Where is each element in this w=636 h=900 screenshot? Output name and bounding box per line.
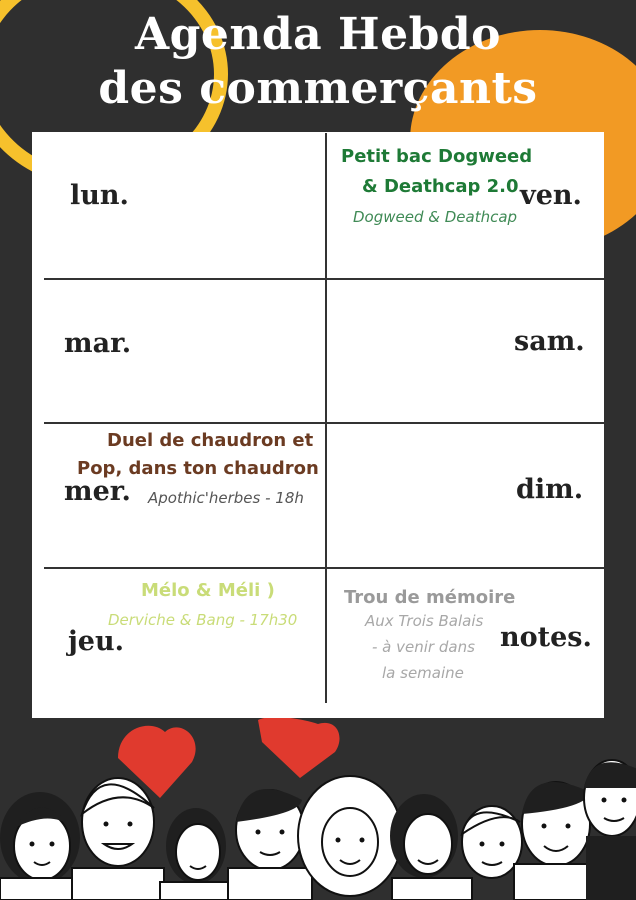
day-label-mar: mar. xyxy=(64,328,132,359)
day-label-mer: mer. xyxy=(64,476,131,507)
title-line-2: des commerçants xyxy=(98,63,538,114)
poster-title xyxy=(0,8,636,116)
event-mer-subtitle: Apothic'herbes - 18h xyxy=(148,489,304,507)
event-ven-title-line-1: Petit bac Dogweed xyxy=(341,146,533,167)
people-illustration xyxy=(0,718,636,900)
event-ven-title-line-2: & Deathcap 2.0 xyxy=(362,176,519,197)
row-divider xyxy=(44,422,604,424)
title-line-1: Agenda Hebdo xyxy=(135,9,501,60)
notes-line-3: la semaine xyxy=(382,664,464,682)
day-label-lun: lun. xyxy=(70,180,129,211)
column-divider xyxy=(325,133,327,703)
person-5 xyxy=(298,776,402,896)
event-mer-title-line-1: Duel de chaudron et xyxy=(107,430,314,451)
event-ven-subtitle: Dogweed & Deathcap xyxy=(353,208,518,226)
notes-line-2: - à venir dans xyxy=(372,638,475,656)
day-label-dim: dim. xyxy=(516,474,584,505)
day-label-jeu: jeu. xyxy=(68,626,124,657)
notes-title: Trou de mémoire xyxy=(344,587,516,608)
notes-line-1: Aux Trois Balais xyxy=(365,612,484,630)
row-divider xyxy=(44,567,604,569)
row-divider xyxy=(44,278,604,280)
event-mer-title-line-2: Pop, dans ton chaudron xyxy=(77,458,319,479)
day-label-sam: sam. xyxy=(514,326,585,357)
event-jeu-subtitle: Derviche & Bang - 17h30 xyxy=(108,611,298,629)
day-label-ven: ven. xyxy=(520,180,582,211)
event-jeu-title: Mélo & Méli ) xyxy=(141,580,275,601)
day-label-notes: notes. xyxy=(500,622,592,653)
